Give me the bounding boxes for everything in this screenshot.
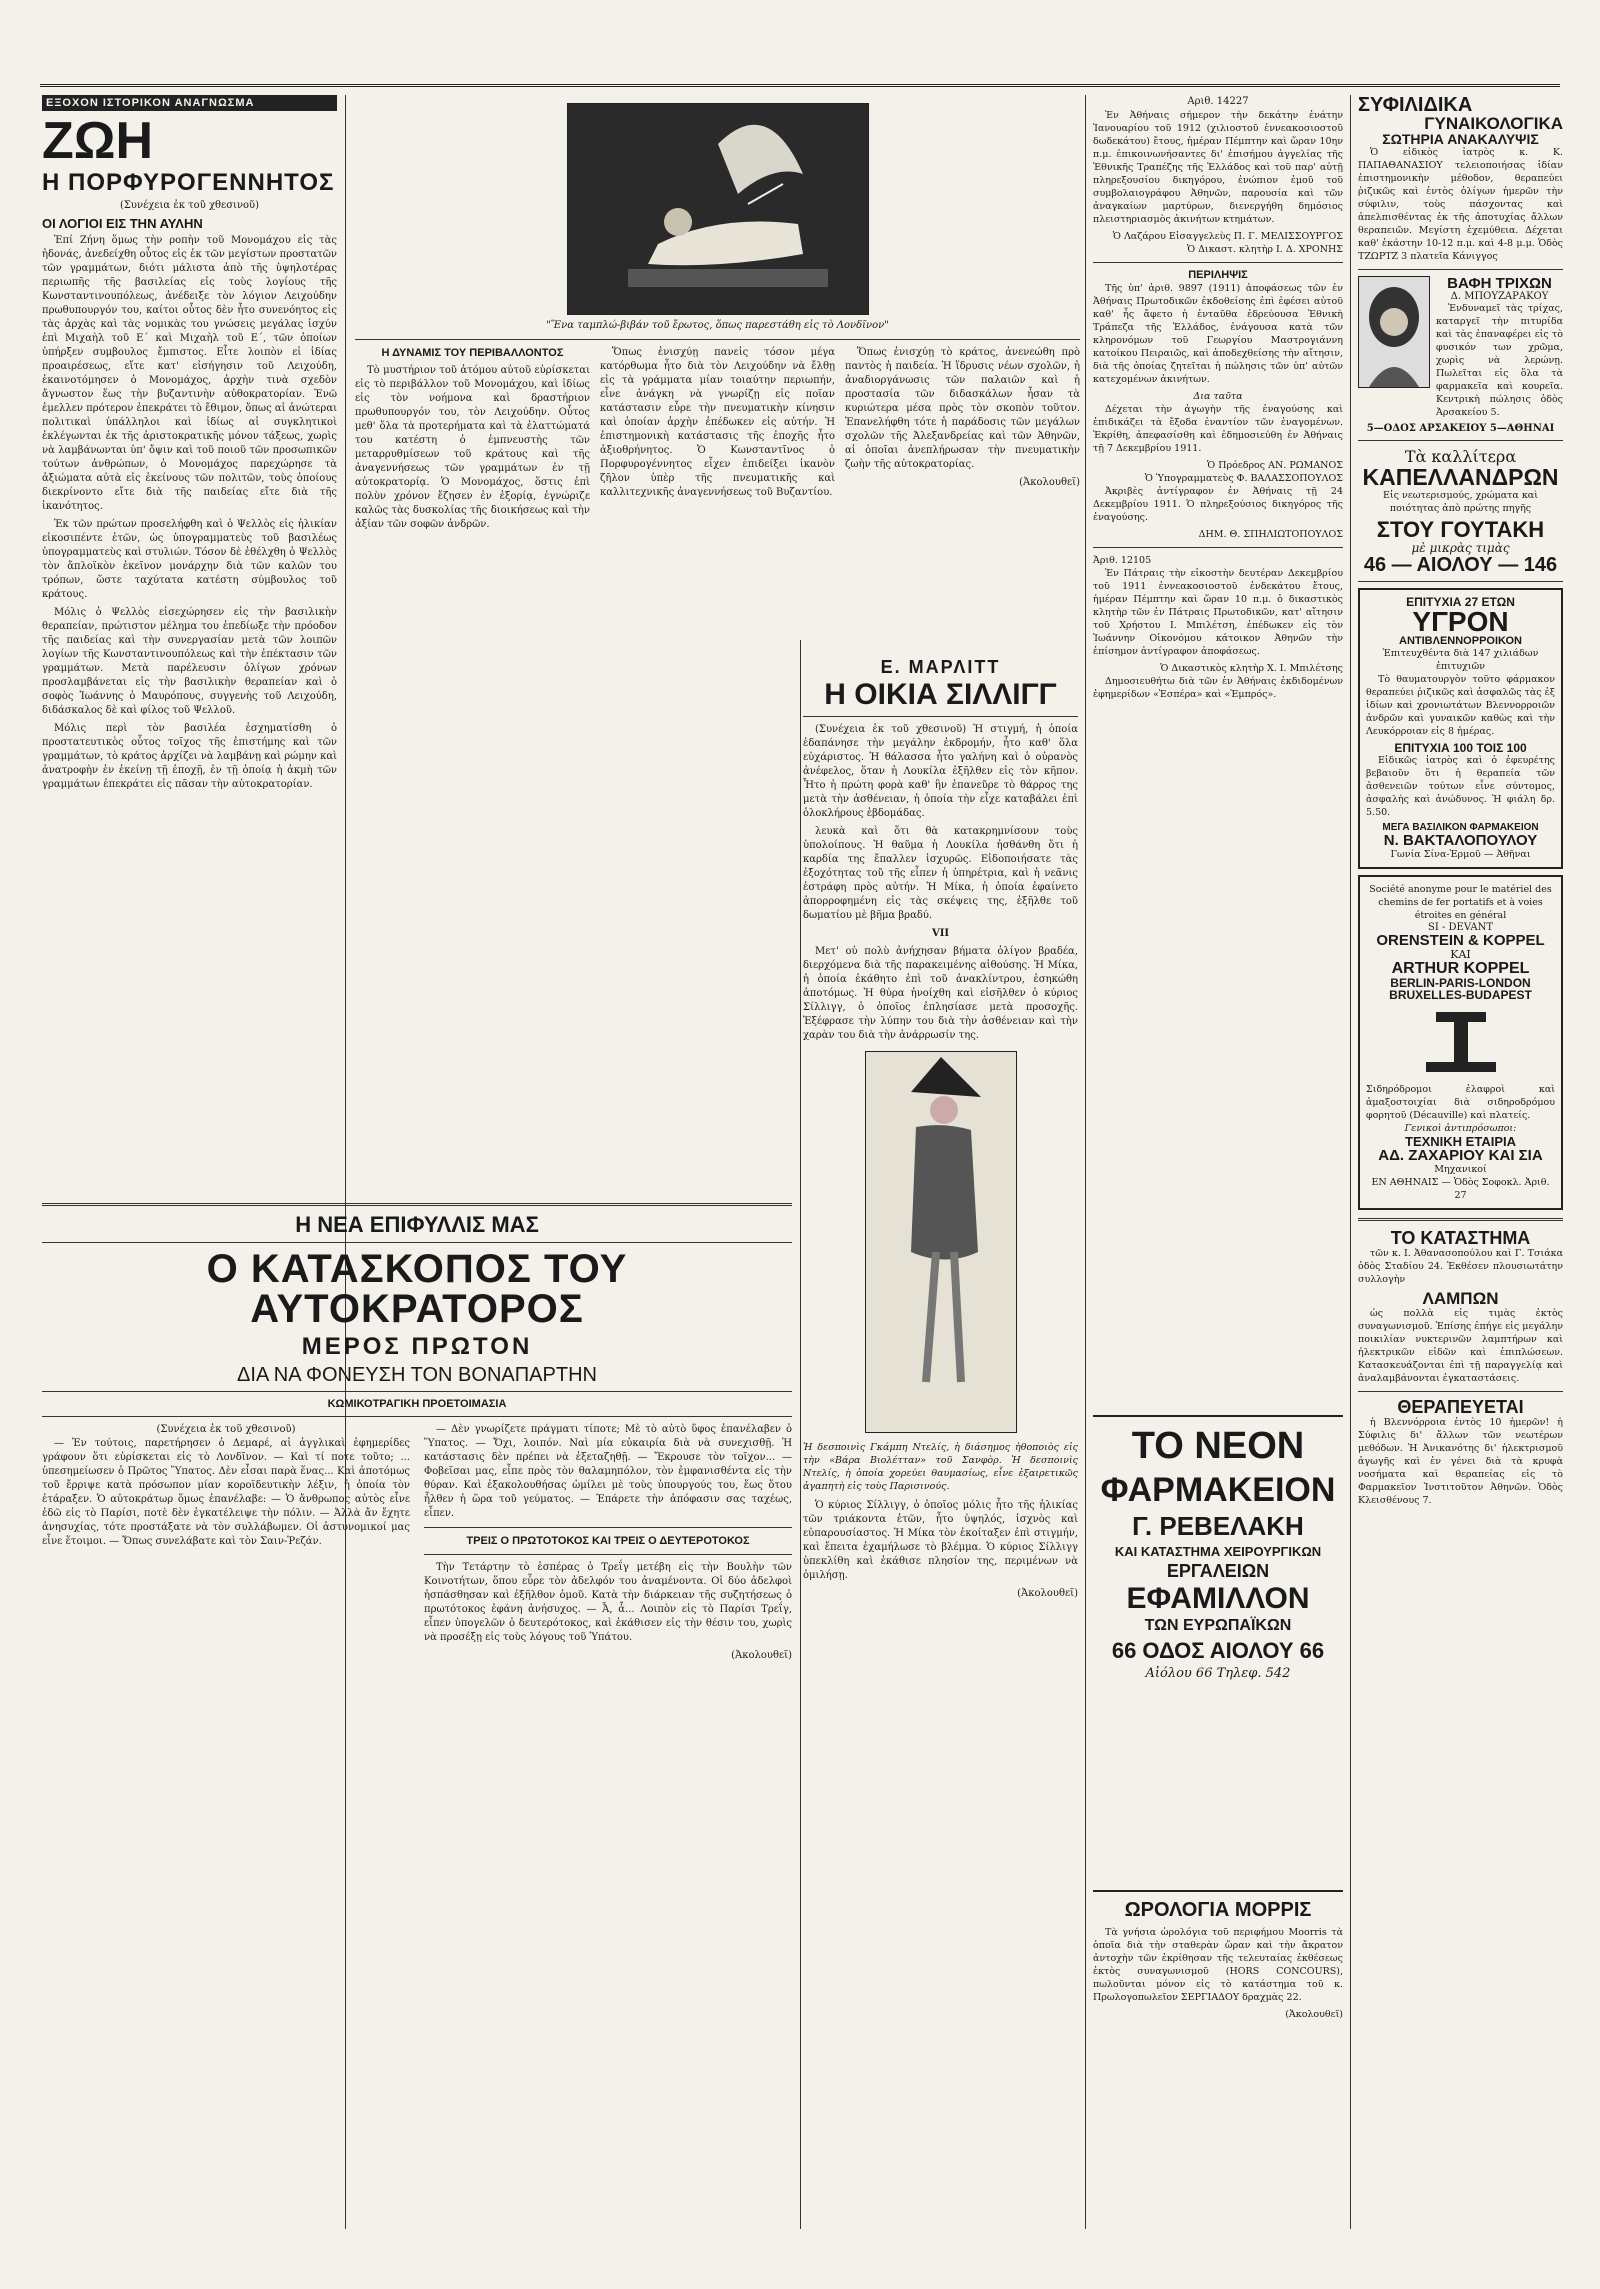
article-paragraph: Ὅπως ἐνισχύῃ τὸ κράτος, ἀνενεώθη πρὸ παντὸς ἡ παιδεία. Ἡ ἵδρυσις νέων σχολῶν, ἡ ἀναδιοργάνωσις τῶν παλαιῶν καὶ ἡ προστασία τῶν διδασκάλων ἦσαν τὰ κυριώτερα μέσα πρὸς τὸν σκοπὸν τοῦτον. Ἐπανελήφθη τότε ἡ παράδοσις τῶν μεγάλων σχολῶν τῆς Ἀλεξανδρείας καὶ τῶν Ἀθηνῶν, αἱ ὁποῖαι ἀνεπλήρωσαν τὴν πνευματικὴν ζωὴν τῆς αὐτοκρατορίας. — [845, 347, 1080, 470]
serial-title: Ο ΚΑΤΑΣΚΟΠΟΣ ΤΟΥ ΑΥΤΟΚΡΑΤΟΡΟΣ — [206, 1247, 628, 1331]
pharmacy-address: 66 ΟΔΟΣ ΑΙΟΛΟΥ 66 — [1111, 1638, 1325, 1663]
legal-notices — [1093, 95, 1343, 1405]
ad-text: Εἰδικῶς ἰατρὸς καὶ ὁ ἐφευρέτης βεβαιοῦν ὅτι ἡ θεραπεία τῶν ἀσθενειῶν τούτων εἶνε σύντομος, ἀσφαλὴς καὶ ἀνώδυνος. Ἡ φιάλη δρ. 5.50. — [1366, 755, 1555, 818]
ad-text: ἡ Βλεννόρροια ἐντὸς 10 ἡμερῶν! ἡ Σύφιλις δι' ἄλλων τῶν νεωτέρων μεθόδων. Ἡ Ἀνικανότης δι' ἠλεκτρισμοῦ ἀγωγῆς καὶ ἐν γένει διὰ τὰ κρυφὰ νοσήματα καὶ θεραπείας εἰς τὸ Φαρμακεῖον Ἰνστιτοῦτον Ἀθηνῶν. Ὁδὸς Κλεισθένους 7. — [1358, 1417, 1563, 1506]
shop-title: ΤΟ ΚΑΤΑΣΤΗΜΑ — [1390, 1228, 1531, 1248]
right-ads — [1358, 95, 1563, 2225]
koppel-line: Société anonyme pour le matériel des chemins de fer portatifs et à voies étroites en général — [1369, 884, 1552, 921]
serial-banner: Η ΝΕΑ ΕΠΙΦΥΛΛΙΣ ΜΑΣ — [295, 1212, 539, 1237]
legal-paragraph: Δέχεται τὴν ἀγωγὴν τῆς ἐναγούσης καὶ ἐπιδικάζει τὰ ἔξοδα ἐναντίον τῶν ἐναγομένων. Ἐκρίθη, ἀπεφασίσθη καὶ ἐδημοσιεύθη ἐν Ἀθήναις τῇ 7 Δεκεμβρίου 1911. — [1093, 404, 1343, 454]
article-paragraph: Ἐκ τῶν πρώτων προσελήφθη καὶ ὁ Ψελλὸς εἰς ἡλικίαν εἰκοσιπέντε ἐτῶν, ὡς ὑπογραμματεὺς τοῦ βασιλέως ὑπογραμματεὺς καὶ στυλιών. Τόσον δὲ ἐθέλχθη ὁ Ψελλὸς τὸν ἄπλοϊκὸν ἐκεῖνον μονάρχην διὰ τῶν καλῶν του τρόπων, ὥστε ταχύτατα κατέστη σύμβουλος τοῦ κράτους. — [42, 519, 337, 600]
photo-caption: "Ἕνα ταμπλώ-βιβάν τοῦ ἔρωτος, ὅπως παρεστάθη εἰς τὸ Λονδῖνον" — [546, 320, 889, 331]
novel-author: Ε. ΜΑΡΛΙΤΤ — [880, 658, 1001, 677]
column-rule — [1350, 95, 1351, 2229]
koppel-line: Μηχανικοί — [1434, 1164, 1487, 1175]
ad-text: Ὁ εἰδικὸς ἰατρὸς κ. Κ. ΠΑΠΑΘΑΝΑΣΙΟΥ τελειοποιήσας ἰδίαν ἐπιστημονικὴν μέθοδον, θεραπεύει ῥιζικῶς καὶ ἐντὸς ὀλίγων ἡμερῶν τὴν σύφιλιν, τοὺς πάσχοντας καὶ ἀπελπισθέντας ἐκ τῆς ἀποτυχίας ἄλλων θεραπειῶν. Μεγίστη ἐχεμύθεια. Δέχεται καθ' ἑκάστην 10-12 π.μ. καὶ 4-8 μ.μ. Ὁδὸς ΤΖΩΡΤΖ 3 πλατεῖα Κάνιγγος — [1358, 147, 1563, 262]
hats-line: Τὰ καλλίτερα — [1404, 447, 1517, 466]
issue-number: Ἀριθ. 12105 — [1093, 555, 1152, 566]
novel-chapter: VII — [931, 928, 950, 939]
legal-paragraph: Ἐν Ἀθήναις σήμερον τὴν δεκάτην ἐνάτην Ἰανουαρίου τοῦ 1912 (χιλιοστοῦ ἐννεακοσιοστοῦ δωδεκάτου) ἔτους, ἡμέραν Πέμπτην καὶ ὥραν 10ην π.μ. ἐπικοινωνήσαντες δι' ἐπισήμου ἀγγελίας τῆς Ἐθνικῆς Τραπέζης τῆς Ἑλλάδος καὶ τοῦ παρ' αὐτῇ πληρεξουσίου δικηγόρου, ἐνώπιον ἐμοῦ τοῦ συμβολαιογράφου Ἀθηνῶν, παρουσία καὶ τῶν ἀναγκαίων μαρτύρων, διενεργήθη δημόσιος πλειστηριασμὸς ἀκινήτων κτημάτων. — [1093, 110, 1343, 225]
legal-heading: Δια ταῦτα — [1193, 391, 1243, 402]
cure-title: ΘΕΡΑΠΕΥΕΤΑΙ — [1397, 1397, 1524, 1417]
legal-paragraph: Τῆς ὑπ' ἀριθ. 9897 (1911) ἀποφάσεως τῶν ἐν Ἀθήναις Πρωτοδικῶν ἐκδοθείσης ἐπὶ ἐφέσει αὐτοῦ καθ' ἧς ἄφετο ἡ ἐνταῦθα ἐδρεύουσα Ἐθνικὴ Τράπεζα τῆς Ἑλλάδος, ἐνάγουσα κατὰ τῶν κληρονόμων τοῦ Γεωργίου Μαστρογιάννη κατοίκου Πειραιῶς, καὶ ἀποδεχθείσης τὴν αἴτησιν, διὰ τῆς ὁποίας ζητεῖται ἡ πώλησις τῶν ὑπ' αὐτῶν κατεχομένων ἀκινήτων. — [1093, 283, 1343, 385]
hygro-title: ΥΓΡΟΝ — [1412, 606, 1509, 637]
ad-heading: ΓΥΝΑΙΚΟΛΟΓΙΚΑ — [1424, 114, 1563, 133]
koppel-line: Γενικοὶ ἀντιπρόσωποι: — [1404, 1123, 1517, 1134]
rail-icon — [1366, 1007, 1555, 1077]
ad-heading: ΣΥΦΙΛΙΔΙΚΑ — [1358, 95, 1473, 116]
pharmacy-phone: Αἰόλου 66 Τηλεφ. 542 — [1145, 1666, 1291, 1681]
novel-title: Η ΟΙΚΙΑ ΣΙΛΛΙΓΓ — [824, 678, 1057, 711]
dye-title: ΒΑΦΗ ΤΡΙΧΩΝ — [1447, 275, 1552, 292]
ad-text: τῶν κ. Ι. Ἀθανασοπούλου καὶ Γ. Τσιάκα ὁδὸς Σταδίου 24. Ἐκθέσεν πλουσιωτάτην συλλογὴν — [1358, 1248, 1563, 1285]
hygro-line: Ἐπιτευχθέντα διὰ 147 χιλιάδων ἐπιτυχιῶν — [1382, 648, 1539, 672]
koppel-line: ΕΝ ΑΘΗΝΑΙΣ — Ὁδὸς Σοφοκλ. Ἀριθ. 27 — [1371, 1177, 1550, 1201]
novel-inner — [803, 658, 1078, 2218]
photo-caption: Ἡ δεσποινὶς Γκάμπη Ντελίς, ἡ διάσημος ἠθοποιὸς εἰς τὴν «Βάρα Βιολέτταν» τοῦ Σανφὸρ. Ἡ δεσποινὶς Ντελίς, ἡ ὁποία χορεύει θαυμασίως, εἶνε ἐξαιρετικῶς ἀγαπητὴ εἰς τοὺς Παρισινούς. — [803, 1442, 1078, 1492]
koppel-line: BERLIN-PARIS-LONDON — [1390, 976, 1531, 990]
cupid-photo — [567, 103, 869, 315]
article-title-sub: Η ΠΟΡΦΥΡΟΓΕΝΝΗΤΟΣ — [42, 169, 335, 196]
serial-paragraph: Τὴν Τετάρτην τὸ ἑσπέρας ὁ Τρεΐγ μετέβη εἰς τὴν Βουλὴν τῶν Κοινοτήτων, ὅπου εὗρε τὸν ἀδελφόν του ἀναμένοντα. Οἱ δύο ἀδελφοὶ ἠσπάσθησαν καὶ ἐξῆλθον ὁμοῦ. Κατὰ τὴν διάρκειαν τῆς συζητήσεως ὁ πρωτότοκος ἐφάνη ἀνήσυχος. — Ἆ, ἆ... Λοιπὸν εἰς τὸ Παρίσι Τρεΐγ, εἶπεν ὑπογελῶν ὁ δευτερότοκος, καὶ ἐκάθισεν εἰς τὴν θέσιν του, χωρὶς νὰ προσέξῃ εἰς τοὺς λόγους τοῦ Ὑπάτου. — [424, 1562, 792, 1643]
continues-note: (Ἀκολουθεῖ) — [1285, 2009, 1343, 2020]
koppel-line: SI - DEVANT — [1427, 922, 1494, 933]
pharmacy-line: ΤΩΝ ΕΥΡΩΠΑΪΚΩΝ — [1144, 1617, 1292, 1634]
koppel-line: ΑΔ. ΖΑΧΑΡΙΟΥ ΚΑΙ ΣΙΑ — [1378, 1147, 1543, 1164]
pharmacy-ad — [1093, 1415, 1343, 1877]
pharmacy-line: ΚΑΙ ΚΑΤΑΣΤΗΜΑ ΧΕΙΡΟΥΡΓΙΚΩΝ — [1114, 1544, 1322, 1559]
signature: Ὁ Δικαστικὸς κλητὴρ Χ. Ι. Μπιλέτσης — [1160, 663, 1343, 674]
clocks-text: Τὰ γνήσια ὡρολόγια τοῦ περιφήμου Moorris τὰ ὁποῖα διὰ τὴν σταθερὰν ὥραν καὶ τὴν ἄκρατον ἀντοχὴν τῶν ἐκρίθησαν τῆς τελευταίας ἐκθέσεως ἐκτὸς συναγωνισμοῦ (HORS CONCOURS), πωλοῦνται μόνον εἰς τὸ κατάστημα τοῦ κ. Πρωλογοπωλεῖον ΣΕΡΓΙΑΔΟΥ δραχμὰς 22. — [1093, 1927, 1343, 2003]
continues-note: (Ἀκολουθεῖ) — [1017, 1588, 1078, 1599]
signature: Ὁ Πρόεδρος ΑΝ. ΡΩΜΑΝΟΣ — [1207, 460, 1343, 471]
article-title-main: ΖΩΗ — [42, 112, 154, 170]
novel-paragraph: λευκὰ καὶ ὅτι θὰ κατακρημνίσουν τοὺς ὑπολοίπους. Ἡ θαῦμα ἡ Λουκίλα ἠσθάνθη ὅτι ἡ καρδία της ἔπαλλεν ἰσχυρῶς. Εἰδοποιήσατε τὰς ἐξοχότητας τοῦ τῆς εἶπεν ἡ ὑπηρέτρια, καὶ ἡ νεᾶνις ἐστράφη πρὸς αὐτήν. Ἡ Μίκα, ἡ ὁποία ἐφαίνετο ἀπορροφημένη εἰς τὰς σκέψεις της, ἐξῆλθε τοῦ δωματίου μὲ βῆμα βραδύ. — [803, 826, 1078, 921]
koppel-line: ΚΑΙ — [1450, 948, 1471, 961]
hats-address: 46 — ΑΙΟΛΟΥ — 146 — [1363, 554, 1558, 576]
hats-title: ΚΑΠΕΛΛΑΝΔΡΩΝ — [1362, 464, 1559, 490]
center-top — [355, 95, 1080, 655]
article-paragraph: Τὸ μυστήριον τοῦ ἀτόμου αὐτοῦ εὑρίσκεται εἰς τὸ περιβάλλον τοῦ Μονομάχου, καὶ ἰδίως εἰς τὸν νοήμονα καὶ δραστήριον πρωθυπουργόν του, τὸν Λειχούδην. Οὗτος μεθ' ὅλα τὰ προτερήματα καὶ τὰ ἐλαττώματά του κατέστη ὁ ἐμπνευστὴς τῶν μεταρρυθμίσεων τοῦ κράτους καὶ τῆς ἀναγεννήσεως τῶν γραμμάτων ἐν τῇ αὐτοκρατορίᾳ. Ὁ Μονομάχος, ὅστις ἐπὶ πολὺν χρόνον ἔζησεν ἐν ἐξορίᾳ, ἐγνώριζε καλῶς τὰς δυσκολίας τῆς διοικήσεως καὶ τὴν ἀξίαν τῶν σοφῶν ἀνδρῶν. — [355, 365, 590, 530]
legal-paragraph: Ἀκριβὲς ἀντίγραφον ἐν Ἀθήναις τῇ 24 Δεκεμβρίου 1911. Ὁ πληρεξούσιος δικηγόρος τῆς ἐναγούσης. — [1093, 486, 1343, 523]
section-title: Η ΔΥΝΑΜΙΣ ΤΟΥ ΠΕΡΙΒΑΛΛΟΝΤΟΣ — [381, 347, 564, 359]
article-paragraph: Ὅπως ἐνισχύῃ πανεἰς τόσον μέγα κατόρθωμα ἦτο διὰ τὸν Λειχούδην νὰ ἔλθῃ εἰς τὰ γράμματα μίαν τοιαύτην περιωπήν, εἶνε ἀνάγκη νὰ γνωρίζῃ εἰς ποῖαν κατάστασιν εὗρε τὴν πνευματικὴν κίνησιν καὶ ὁποίαν ἀρχὴν ἐπέδωκεν εἰς αὐτήν. Ἡ ἐπιστημονικὴ κατάστασις τῆς ἐποχῆς ἦτο ἀξιοθρήνητος. Ὁ Κωνσταντῖνος ὁ Πορφυρογέννητος εἶχεν ἐπιδείξει ἱκανὸν ζῆλον ὑπὲρ τῆς πνευματικῆς καὶ καλλιτεχνικῆς ἀναγεννήσεως τοῦ Βυζαντίου. — [600, 347, 835, 498]
issue-number: Αριθ. 14227 — [1187, 96, 1249, 107]
serial-subtitle: ΔΙΑ ΝΑ ΦΟΝΕΥΣΗ ΤΟΝ ΒΟΝΑΠΑΡΤΗΝ — [237, 1364, 597, 1386]
continuation-note: (Συνέχεια ἐκ τοῦ χθεσινοῦ) — [156, 1424, 296, 1435]
ad-text: Τὸ θαυματουργὸν τοῦτο φάρμακον θεραπεύει ῥιζικῶς καὶ ἀσφαλῶς τὰς ἐξ ἰδίων καὶ χρονιωτάτων Βλεννορροιῶν ἀνδρῶν καὶ γυναικῶν καθὼς καὶ τὴν Λευκόρροιαν εἰς 8 ἡμέρας. — [1366, 674, 1555, 737]
pharmacy-line: ΦΑΡΜΑΚΕΙΟΝ — [1100, 1471, 1336, 1509]
serial-paragraph: — Ἐν τούτοις, παρετήρησεν ὁ Δεμαρέ, αἱ ἀγγλικαὶ ἐφημερίδες γράφουν ὅτι εὑρίσκεται εἰς τὸ Λονδῖνον. — Καὶ τί ποτε τοῦτο; ... ὑπεσημείωσεν ὁ Πρῶτος Ὕπατος. Δὲν εἶσαι παρὰ ἕνας... Καὶ ἀποτόμως τοῦ ἔρριψε κατὰ πρόσωπον μίαν κοροϊδευτικὴν λέξιν, ἡ ὁποία τὸν ἐτάραξεν. Ὁ αὐτοκράτωρ ὅμως ἐπανέλαβε: — Ὁ ἄνθρωπος αὐτὸς εἶνε ἐδῶ εἰς τὸ Παρίσι, ποτὲ δὲν ἐγκατέλειψε τὴν πόλιν. — Ἀλλὰ ἄν ἔχητε ἀνησυχίας, τότε προστάξατε νὰ τὸν συλλάβωμεν. Οἱ ἀστυνομικοί μας εἶνε ἕτοιμοι. — Ὅπως συνελάβατε καὶ τὸν Σαιν-Ῥεζάν. — [42, 1438, 410, 1547]
shop-lamps: ΛΑΜΠΩΝ — [1422, 1289, 1499, 1308]
hygro-line: ΜΕΓΑ ΒΑΣΙΛΙΚΟΝ ΦΑΡΜΑΚΕΙΟΝ — [1382, 822, 1539, 833]
hats-line: Εἰς νεωτερισμούς, χρώματα καὶ ποιότητας ἀπὸ πρώτης πηγῆς — [1383, 490, 1538, 514]
hygro-line: ΕΠΙΤΥΧΙΑ 27 ΕΤΩΝ — [1406, 595, 1515, 609]
continues-note: (Ἀκολουθεῖ) — [731, 1650, 792, 1661]
hygro-line: ΕΠΙΤΥΧΙΑ 100 ΤΟΙΣ 100 — [1394, 741, 1527, 755]
hygro-line: Ν. ΒΑΚΤΑΛΟΠΟΥΛΟΥ — [1383, 832, 1538, 849]
series-label: ΕΞΟΧΟΝ ΙΣΤΟΡΙΚΟΝ ΑΝΑΓΝΩΣΜΑ — [42, 95, 337, 111]
serial-chapter: ΚΩΜΙΚΟΤΡΑΓΙΚΗ ΠΡΟΕΤΟΙΜΑΣΙΑ — [327, 1398, 507, 1410]
hair-portrait — [1358, 276, 1430, 388]
koppel-line: Σιδηρόδρομοι ἐλαφροὶ καὶ ἁμαξοστοιχίαι διὰ σιδηροδρόμου φορητοῦ (Décauville) καὶ πλατείς. — [1366, 1084, 1555, 1121]
ad-text: Ἐνδυναμεῖ τὰς τρίχας, καταργεῖ τὴν πιτυρίδα καὶ τὰς ἐπαναφέρει εἰς τὸ φυσικόν των χρῶμα, χωρὶς νὰ λερώνῃ. Πωλεῖται εἰς ὅλα τὰ φαρμακεῖα καὶ κουρεῖα. Κεντρικὴ πώλησις ὁδὸς Ἀρσακείου 5. — [1436, 303, 1563, 418]
pharmacy-line: ΕΡΓΑΛΕΙΩΝ — [1166, 1561, 1270, 1581]
continuation-note: (Συνέχεια ἐκ τοῦ χθεσινοῦ) — [119, 200, 260, 211]
legal-paragraph: Δημοσιευθήτω διὰ τῶν ἐν Ἀθήναις ἐκδιδομένων ἐφημερίδων «Ἑσπέρα» καὶ «Ἐμπρός». — [1093, 676, 1343, 700]
hygro-line: ΑΝΤΙΒΛΕΝΝΟΡΡΟΙΚΟΝ — [1399, 635, 1522, 647]
left-article — [42, 95, 337, 1195]
novel-paragraph: (Συνέχεια ἐκ τοῦ χθεσινοῦ) Ἡ στιγμή, ἡ ὁποία ἐδαπάνησε τὴν μεγάλην ἐκδρομήν, ἦτο καθ' ὅλα εὐχάριστος. Ἡ θάλασσα ἦτο γαλήνη καὶ ὁ οὐρανὸς ἀνέφελος, ὅταν ἡ Λουκίλα ἐξῆλθεν εἰς τὸν κῆπον. Ἦτο ἡ πρώτη φορὰ καθ' ἣν ἐπανεῦρε τὸ θάρρος της μετὰ τὴν ἀσθένειαν, ἡ ὁποία τὴν εἶχε καταβάλει ἐπὶ ὁλοκλήρους ἑβδομάδας. — [803, 724, 1078, 819]
legal-paragraph: Ἐν Πάτραις τὴν εἰκοστὴν δευτέραν Δεκεμβρίου τοῦ 1911 ἐννεακοσιοστοῦ ἑνδεκάτου ἔτους, ἡμέραν Πέμπτην καὶ ὥραν 10 π.μ. ὁ δικαστικὸς κλητὴρ τῶν ἐν Πάτραις Πρωτοδικῶν, κατ' αἴτησιν τοῦ Χρήστου Ι. Μπιλέτση, ἐπέδωκεν εἰς τὸν Ἰωάννην Οἰκονόμου κάτοικον Ἀθηνῶν τὴν ἐπίσημον ἀντίγραφον ἀποφάσεως. — [1093, 568, 1343, 657]
ad-text: ὡς πολλὰ εἰς τιμὰς ἐκτὸς συναγωνισμοῦ. Ἐπίσης ἐπήγε εἰς μεγάλην ποικιλίαν νυκτερινῶν λαμπτήρων καὶ ἠλεκτρικῶν εἰδῶν καὶ ἐπιπλώσεων. Κατασκευάζονται ἐπὶ τῇ παραγγελίᾳ καὶ ἀναλαμβάνονται ἐγκαταστάσεις. — [1358, 1308, 1563, 1384]
article-paragraph: Ἐπί Ζήνη ὅμως τὴν ροπὴν τοῦ Μονομάχου εἰς τὰς ἡδονάς, ἀνεδείχθη οὗτος εἰς ἐκ τῶν μεγίστων προστατῶν τῶν γραμμάτων, διότι μάλιστα ἀπὸ τῆς ὑψηλοτέρας περιωπῆς τῆς βασιλείας εἰς τοὺς λογίους τῆς Κωνσταντινουπόλεως, ἀνέδειξε τὸν λόγιον Λειχούδην πρωθυπουργόν του, καίτοι οὗτος δὲν ἦτο συνενόητος εἰς τὰς ἀρχὰς καὶ τὰς νομικὰς του γνώσεις μεγάλας ἰσχύν ἐπὶ Μιχαὴλ τοῦ Ε΄ καὶ Μιχαὴλ τοῦ Ε΄, τῶν ὁποίων ὑπήρξεν συμβουλος ἔμπιστος. Εἶτε λοιπὸν εἰ ἰδίας προαιρέσεως, εἴτε κατ' εἰσήγησιν τοῦ Λειχούδη, ἐκαινοτόμησεν ὁ Μονομάχος, ἀρχὴν τινὰ σχεδὸν ἄγνωστον ἕως τὴν βυζαντινὴν αὐθοκρατορίαν. Ἐνῶ ἐμελλεν πρότερον ἐπεκράτει τὸ ἔθιμον, ὅπως αἱ ἀνώτεραι πολιτικαὶ ὑπάλληλοι καὶ ἰδίως αἱ συγκλητικοὶ ἐκλέγωνται ἐκ τῆς ἀριστοκρατικῆς μόνον τάξεως, χωρὶς νὰ λαμβάνωνται ὑπ' ὄψιν καὶ τοῦ ποιοῦ τῶν προσωπικῶν τούτων ἀνθρώπων, ὁ Μονομάχος παρεχώρησε τὰ ἀξιώματα αὐτὰ εἰς ἐκείνους τῶν πολιτῶν, τοὺς ὁποίους διεκρίνοντο εἴτε διὰ τῆς παιδείας εἴτε διὰ τῆς ἰκανότητος. — [42, 235, 337, 512]
hats-line: μὲ μικρὰς τιμὰς — [1411, 541, 1510, 555]
signature: Ὁ Ὑπογραμματεὺς Φ. ΒΑΛΑΣΣΟΠΟΥΛΟΣ — [1144, 473, 1343, 484]
article-paragraph: Μόλις περὶ τὸν βασιλέα ἐσχηματίσθη ὁ προστατευτικὸς οὗτος τοῖχος τῆς ἐπιστήμης καὶ τῶν γραμμάτων, τὸ κράτος ἀρχίζει νὰ λαμβάνῃ καὶ ρώμην καὶ ἀνατροφὴν ἐν ἐκείνῃ τῇ ἐποχῇ, ἐν τῇ ὁποίᾳ ἡ ἀκμὴ τῶν γραμμάτων ἐπεκράτει εἰς πᾶσαν τὴν αὐτοκρατορίαν. — [42, 723, 337, 790]
column-rule — [1085, 95, 1086, 2229]
clocks-title: ΩΡΟΛΟΓΙΑ ΜΟΡΡΙΣ — [1124, 1899, 1312, 1921]
pharmacy-line: Γ. ΡΕΒΕΛΑΚΗ — [1132, 1511, 1304, 1541]
chapter-title: ΟΙ ΛΟΓΙΟΙ ΕΙΣ ΤΗΝ ΑΥΛΗΝ — [42, 216, 203, 231]
continues-note: (Ἀκολουθεῖ) — [1019, 477, 1080, 488]
koppel-line: BRUXELLES-BUDAPEST — [1389, 988, 1532, 1002]
novel-paragraph: Ὁ κύριος Σίλλιγγ, ὁ ὁποῖος μόλις ἦτο τῆς ἡλικίας τῶν τριάκοντα ἐτῶν, ἦτο ὑψηλός, ἰσχνὸς καὶ εὐπαρουσίαστος. Ἡ Μίκα τὸν ἐκοίταξεν ἐπὶ στιγμήν, καὶ ἔπειτα ἐχαμήλωσε τὸ βλέμμα. Ὁ κύριος Σίλλιγγ ὑπεκλίθη καὶ ἐκάθισε πλησίον της, περιμένων νὰ ὁμιλήσῃ. — [803, 1500, 1078, 1581]
serial-paragraph: — Δὲν γνωρίζετε πράγματι τίποτε; Μὲ τὸ αὐτὸ ὕφος ἐπανέλαβεν ὁ Ὕπατος. — Ὄχι, λοιπόν. Ναὶ μία εὐκαιρία διὰ νὰ συνεχισθῇ. Ἡ κατάστασις δὲν πρέπει νὰ ἐξεταζηθῇ. — Ἔκρουσε τὸν τοῖχον... — Φοβεῖσαι μας, εἶπε πρὸς τὸν θαλαμηπόλον, τὸν ἐμφανισθέντα εἰς τὴν θύραν. Καὶ ἐξακολουθήσας ὠμίλει μὲ τοὺς ὑπουργούς του, ἕως ὅτου ἦλθεν ἡ ὥρα τοῦ γεύματος. — Ἐπάρετε τὴν ἀπόφασιν σας ταχέως, εἶπεν. — [424, 1424, 792, 1519]
dye-address: 5—ΟΔΟΣ ΑΡΣΑΚΕΙΟΥ 5—ΑΘΗΝΑΙ — [1366, 423, 1555, 434]
signature: ΔΗΜ. Θ. ΣΠΗΛΙΩΤΟΠΟΥΛΟΣ — [1198, 529, 1343, 540]
pharmacy-line: ΕΦΑΜΙΛΛΟΝ — [1126, 1582, 1310, 1615]
pharmacy-line: ΤΟ ΝΕΟΝ — [1131, 1425, 1305, 1467]
serial-section-title: ΤΡΕΙΣ Ο ΠΡΩΤΟΤΟΚΟΣ ΚΑΙ ΤΡΕΙΣ Ο ΔΕΥΤΕΡΟΤΟΚΟΣ — [466, 1535, 750, 1547]
koppel-line: ΤΕΧΝΙΚΗ ΕΤΑΙΡΙΑ — [1405, 1134, 1516, 1149]
hygro-line: Γωνία Σίνα-Ἑρμοῦ — Ἀθῆναι — [1390, 849, 1531, 860]
article-paragraph: Μόλις ὁ Ψελλὸς εἰσεχώρησεν εἰς τὴν βασιλικὴν θεραπείαν, πρώτιστον μέλημα του ἐπεδίωξε τὴν πρόοδον τῆς παιδείας καὶ τὴν συνεργασίαν μετὰ τῶν λοιπῶν λογίων τῆς Κωνσταντινουπόλεως καὶ τὴν ἐπέκτασιν τῶν γραμμάτων. Μετὰ παρέλευσιν ὀλίγων χρόνων προσλαμβάνεται εἰς τὴν βασιλικὴν θεραπείαν καὶ ὁ σοφὸς Ἰωάννης ὁ Μαυρόπους, συγγενὴς τοῦ Λειχούδη, διδάσκαλος δὲ καὶ φίλος τοῦ Ψελλοῦ. — [42, 607, 337, 716]
clocks-ad — [1093, 1890, 1343, 2192]
ad-heading: ΣΩΤΗΡΙΑ ΑΝΑΚΑΛΥΨΙΣ — [1382, 131, 1539, 147]
actress-photo — [865, 1051, 1017, 1433]
top-rule — [40, 84, 1560, 87]
serial-part: ΜΕΡΟΣ ΠΡΩΤΟΝ — [301, 1333, 533, 1360]
koppel-title: ORENSTEIN & KOPPEL — [1376, 932, 1545, 949]
hats-shop: ΣΤΟΥ ΓΟΥΤΑΚΗ — [1376, 517, 1545, 542]
signature: Ὁ Λαζάρου Εἰσαγγελεὺς Π. Γ. ΜΕΛΙΣΣΟΥΡΓΟΣ — [1112, 231, 1343, 242]
novel-paragraph: Μετ' οὐ πολὺ ἀνήχησαν βήματα ὀλίγον βραδέα, διερχόμενα διὰ τῆς παρακειμένης αἰθούσης. Ἡ Μίκα, ἡ ὁποία ἐκάθητο ἐπὶ τοῦ ἀνακλίντρου, ἐσηκώθη ἀποτόμως. Ἡ θύρα ἠνοίχθη καὶ εἰσῆλθεν ὁ κύριος Σίλλιγγ, ὁ ὁποῖος ἐπλησίασε μετὰ προσοχῆς. Ἐξέφρασε τὴν λύπην του διὰ τὴν ἀσθένειαν καὶ τὴν χαρὰν του διὰ τὴν ἀνάρρωσίν της. — [803, 946, 1078, 1041]
signature: Ὁ Δικαστ. κλητὴρ Ι. Δ. ΧΡΟΝΗΣ — [1186, 244, 1343, 255]
legal-heading: ΠΕΡΙΛΗΨΙΣ — [1188, 269, 1248, 281]
dye-subtitle: Δ. ΜΠΟΥΖΑΡΑΚΟΥ — [1450, 291, 1549, 302]
koppel-title: ARTHUR KOPPEL — [1391, 960, 1530, 977]
